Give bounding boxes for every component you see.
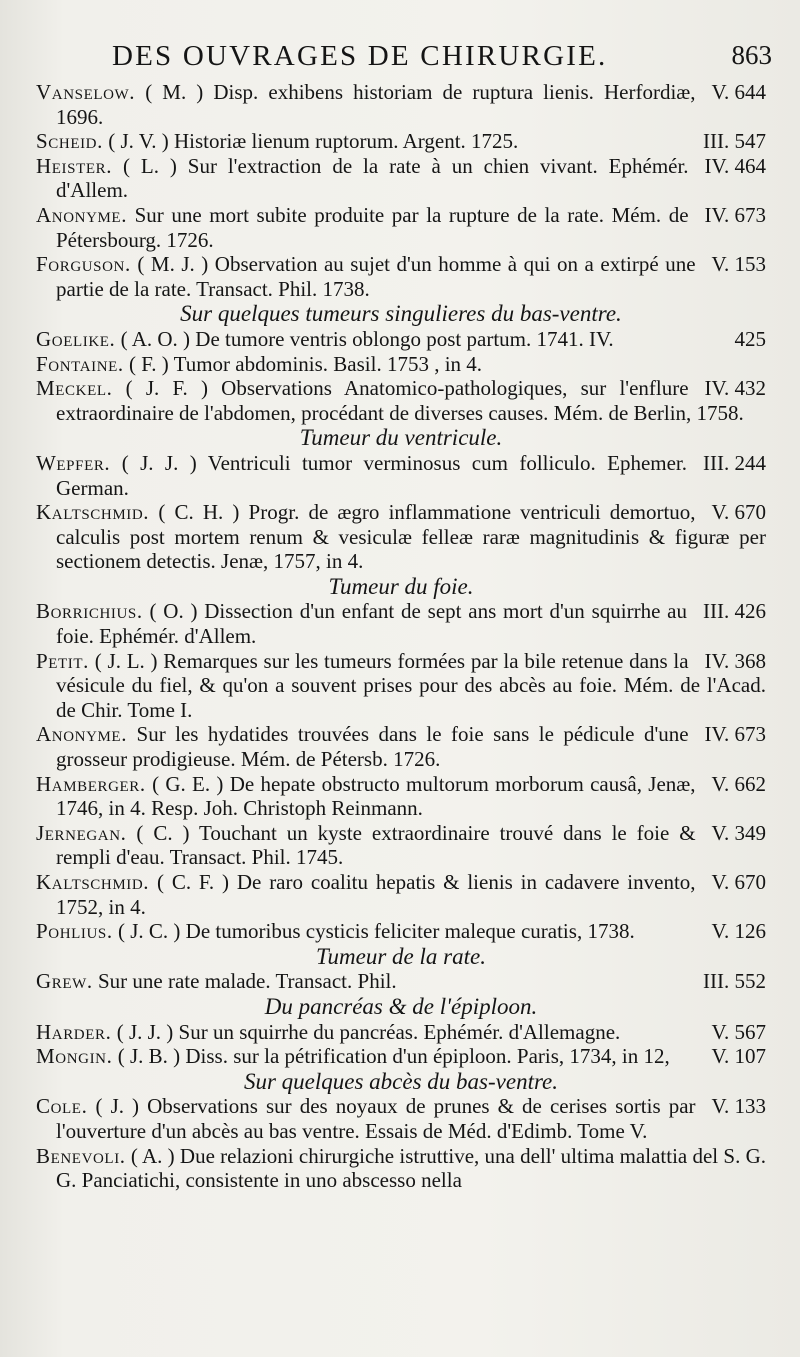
entry-text: ( J. J. ) Sur un squirrhe du pancréas. Ephémér. d'Allemagne. xyxy=(116,1019,621,1044)
bibliography-entry xyxy=(36,821,766,870)
entry-volume-ref: III. 426 xyxy=(703,599,766,624)
bibliography-entry xyxy=(36,129,766,154)
bibliography-entry xyxy=(36,1144,766,1193)
entry-author: Petit. xyxy=(36,648,90,673)
entry-text: ( F. ) Tumor abdominis. Basil. 1753 , in 4. xyxy=(129,351,483,376)
entry-author: Wepfer. xyxy=(36,450,111,475)
entry-text: ( J. J. ) Ventriculi tumor verminosus cum folliculo. Ephemer. German. xyxy=(56,450,688,500)
entry-text: ( J. F. ) Observations Anatomico-pathologiques, sur l'enflure extraordinaire de l'abdomen, procédant de diverses causes. Mém. de Berlin, 1758. xyxy=(56,376,744,425)
entry-author: Goelike. xyxy=(36,326,116,351)
entry-text: ( C. H. ) Progr. de ægro inflammatione ventriculi demortuo, calculis post mortem renum & vesiculæ felleæ raræ magnitudinis & figuræ per sectionem detectis. Jenæ, 1757, in 4. xyxy=(56,500,766,574)
entry-volume-ref: V. 126 xyxy=(711,919,766,944)
bibliography-entry xyxy=(36,870,766,919)
bibliography-entry xyxy=(36,252,766,301)
entry-volume-ref: V. 670 xyxy=(711,870,766,894)
entry-author: Meckel. xyxy=(36,376,113,401)
bibliography-entry xyxy=(36,919,766,944)
entry-author: Kaltschmid. xyxy=(36,870,150,894)
bibliography-entry xyxy=(36,969,766,994)
page-number: 863 xyxy=(731,40,772,70)
entry-author: Heister. xyxy=(36,153,113,178)
entry-text: ( J. C. ) De tumoribus cysticis feliciter maleque curatis, 1738. xyxy=(117,919,635,944)
entry-volume-ref: 425 xyxy=(734,326,766,351)
entry-volume-ref: IV. 673 xyxy=(704,722,766,747)
running-header xyxy=(112,40,772,84)
entry-text: Sur une rate malade. Transact. Phil. xyxy=(98,969,397,994)
section-heading: Tumeur du ventricule. xyxy=(299,425,503,451)
entry-volume-ref: V. 662 xyxy=(711,771,766,796)
entry-text: ( A. ) Due relazioni chirurgiche istruttive, una dell' ultima malattia del S. G. G. Panciatichi, consistente in uno abscesso nella xyxy=(56,1143,766,1193)
entry-author: Hamberger. xyxy=(36,771,146,796)
entry-text: ( C. F. ) De raro coalitu hepatis & lienis in cadavere invento, 1752, in 4. xyxy=(56,870,696,919)
entry-volume-ref: III. 552 xyxy=(703,969,766,994)
entry-volume-ref: III. 244 xyxy=(703,450,766,475)
entry-volume-ref: V. 644 xyxy=(711,80,766,104)
bibliography-entry xyxy=(36,1020,766,1045)
entry-author: Kaltschmid. xyxy=(36,500,150,525)
entry-text: ( O. ) Dissection d'un enfant de sept ans mort d'un squirrhe au foie. Ephémér. d'Allem. xyxy=(56,599,688,649)
entry-volume-ref: III. 547 xyxy=(703,129,766,154)
entry-author: Jernegan. xyxy=(36,820,127,845)
bibliography-entry xyxy=(36,376,766,425)
entry-text: Sur une mort subite produite par la rupture de la rate. Mém. de Pétersbourg. 1726. xyxy=(56,202,689,252)
entry-author: Vanselow. xyxy=(36,80,136,104)
entry-volume-ref: V. 107 xyxy=(711,1044,766,1069)
running-title: DES OUVRAGES DE CHIRURGIE. xyxy=(112,40,608,72)
entry-text: ( C. ) Touchant un kyste extraordinaire trouvé dans le foie & rempli d'eau. Transact. Phil. 1745. xyxy=(56,820,696,870)
entry-volume-ref: V. 133 xyxy=(711,1094,766,1119)
entry-text: ( J. ) Observations sur des noyaux de prunes & de cerises sortis par l'ouverture d'un abcès au bas ventre. Essais de Méd. d'Edimb. Tome V. xyxy=(56,1094,696,1143)
entry-author: Mongin. xyxy=(36,1044,113,1069)
entry-author: Fontaine. xyxy=(36,351,124,376)
bibliography-entry xyxy=(36,80,766,129)
bibliography-entry xyxy=(36,154,766,203)
entry-text: ( L. ) Sur l'extraction de la rate à un chien vivant. Ephémér. d'Allem. xyxy=(56,153,689,203)
entry-volume-ref: IV. 368 xyxy=(704,648,766,673)
entry-text: ( M. J. ) Observation au sujet d'un homme à qui on a extirpé une partie de la rate. Transact. Phil. 1738. xyxy=(56,252,696,301)
entry-text: ( J. V. ) Historiæ lienum ruptorum. Argent. 1725. xyxy=(108,129,519,154)
entry-text: ( J. B. ) Diss. sur la pétrification d'un épiploon. Paris, 1734, in 12, xyxy=(117,1044,670,1069)
entry-volume-ref: V. 153 xyxy=(711,252,766,277)
section-heading: Tumeur du foie. xyxy=(328,573,474,599)
entry-volume-ref: V. 670 xyxy=(711,500,766,525)
bibliography-entry xyxy=(36,772,766,821)
entry-volume-ref: IV. 432 xyxy=(704,376,766,401)
entry-volume-ref: IV. 464 xyxy=(704,153,766,178)
section-heading: Tumeur de la rate. xyxy=(316,943,486,969)
entry-author: Cole. xyxy=(36,1094,88,1119)
bibliography-entry xyxy=(36,451,766,500)
entry-author: Scheid. xyxy=(36,129,103,154)
bibliography-entry xyxy=(36,649,766,723)
entry-author: Pohlius. xyxy=(36,919,113,944)
entry-text: ( A. O. ) De tumore ventris oblongo post partum. 1741. IV. xyxy=(120,326,614,351)
bibliography-entry xyxy=(36,1044,766,1069)
entry-text: ( G. E. ) De hepate obstructo multorum morborum causâ, Jenæ, 1746, in 4. Resp. Joh. Christoph Reinmann. xyxy=(56,771,696,821)
entry-volume-ref: V. 567 xyxy=(711,1019,766,1044)
bibliography-entry xyxy=(36,599,766,648)
entry-text: Sur les hydatides trouvées dans le foie sans le pédicule d'une grosseur prodigieuse. Mém. de Pétersb. 1726. xyxy=(56,722,689,772)
section-heading: Sur quelques tumeurs singulieres du bas-ventre. xyxy=(180,301,622,327)
entry-author: Grew. xyxy=(36,969,93,994)
bibliography-entry xyxy=(36,500,766,574)
entry-author: Anonyme. xyxy=(36,722,128,747)
section-heading: Sur quelques abcès du bas-ventre. xyxy=(243,1068,559,1094)
entry-author: Borrichius. xyxy=(36,599,143,624)
bibliography-entry xyxy=(36,722,766,771)
entry-author: Anonyme. xyxy=(36,202,128,227)
entry-text: ( J. L. ) Remarques sur les tumeurs formées par la bile retenue dans la vésicule du fiel, & qu'on a souvent prises pour des abcès au foie. Mém. de l'Acad. de Chir. Tome I. xyxy=(56,648,766,722)
bibliography-entry xyxy=(36,352,766,377)
bibliography-entry xyxy=(36,203,766,252)
entry-author: Benevoli. xyxy=(36,1143,126,1168)
entry-author: Harder. xyxy=(36,1019,112,1044)
bibliography-list xyxy=(36,80,766,1193)
section-heading: Du pancréas & de l'épiploon. xyxy=(264,993,538,1019)
bibliography-entry xyxy=(36,1094,766,1143)
bibliography-entry xyxy=(36,327,766,352)
entry-author: Forguson. xyxy=(36,252,131,277)
entry-volume-ref: IV. 673 xyxy=(704,202,766,227)
entry-text: ( M. ) Disp. exhibens historiam de ruptura lienis. Herfordiæ, 1696. xyxy=(56,80,696,129)
entry-volume-ref: V. 349 xyxy=(711,820,766,845)
